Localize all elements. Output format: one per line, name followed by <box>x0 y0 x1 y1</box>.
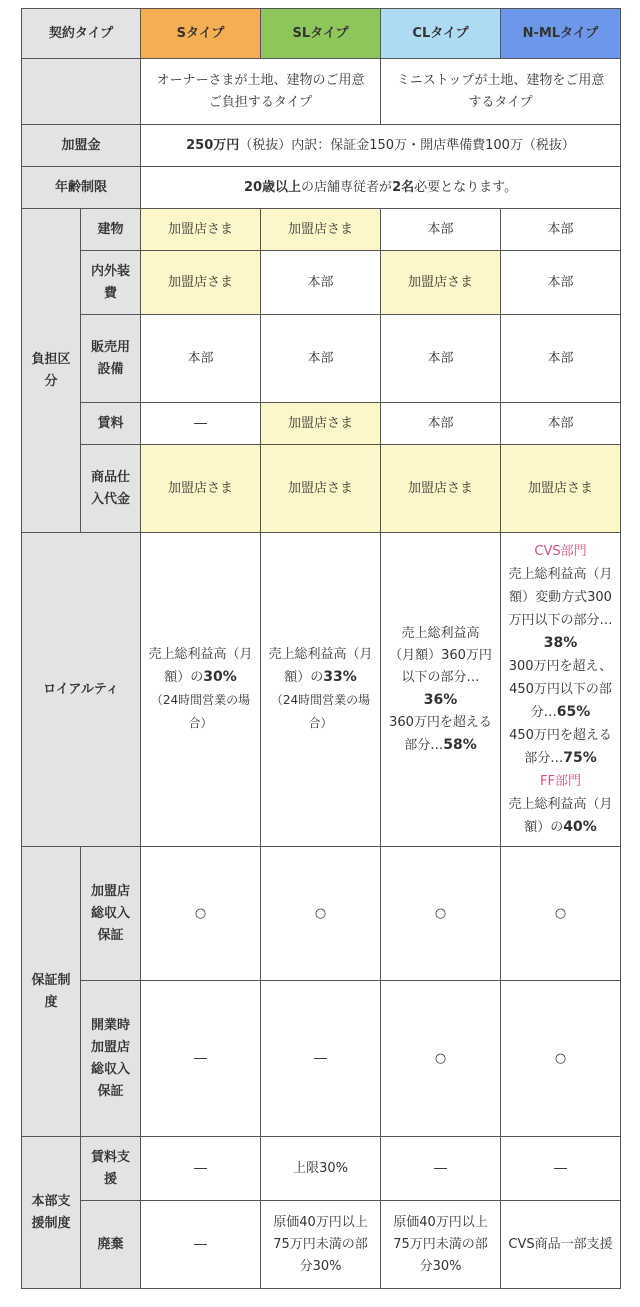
burden-cell: 本部 <box>381 403 501 445</box>
burden-cell: 本部 <box>501 209 621 251</box>
support-row-rent <box>22 1137 621 1201</box>
guarantee-cell: ○ <box>501 981 621 1137</box>
royalty-nml <box>501 533 621 847</box>
guarantee-cell: ○ <box>381 981 501 1137</box>
royalty-cl-rate-1: 36% <box>423 691 458 708</box>
burden-row-merchandise <box>22 445 621 533</box>
royalty-nml-text-d: 売上総利益高（月額）の <box>508 797 613 835</box>
royalty-nml-rate-2: 65% <box>556 704 591 720</box>
royalty-s-rate: 30% <box>203 669 237 685</box>
burden-cell: 本部 <box>381 315 501 403</box>
hq-type-description: ミニストップが土地、建物をご用意するタイプ <box>381 59 621 125</box>
royalty-cl-text-b: （月額）360万円以下の部分… <box>389 647 492 685</box>
burden-label: 負担区分 <box>22 209 81 533</box>
support-cell: 上限30% <box>261 1137 381 1201</box>
type-nml-header: N-MLタイプ <box>501 9 621 59</box>
burden-cell: 本部 <box>501 251 621 315</box>
royalty-s-text: 売上総利益高（月額）の <box>148 647 253 685</box>
burden-item-label: 商品仕入代金 <box>81 445 141 533</box>
age-min: 20歳以上 <box>243 179 302 195</box>
royalty-cvs-heading: CVS部門 <box>534 544 587 559</box>
royalty-nml-text-c: 450万円を超える部分… <box>509 728 612 766</box>
burden-cell: 加盟店さま <box>141 251 261 315</box>
burden-cell: 加盟店さま <box>261 209 381 251</box>
description-row <box>22 59 621 125</box>
guarantee-cell: ○ <box>501 847 621 981</box>
support-label: 本部支援制度 <box>22 1137 81 1289</box>
support-cell: CVS商品一部支援 <box>501 1201 621 1289</box>
age-text-1: の店舗専従者が <box>301 179 393 195</box>
royalty-cl <box>381 533 501 847</box>
type-s-header: Sタイプ <box>141 9 261 59</box>
guarantee-item-label: 加盟店総収入保証 <box>81 847 141 981</box>
contract-type-table <box>21 8 621 1289</box>
support-cell: 原価40万円以上75万円未満の部分30% <box>381 1201 501 1289</box>
royalty-label: ロイアルティ <box>22 533 141 847</box>
type-cl-header: CLタイプ <box>381 9 501 59</box>
royalty-nml-rate-1: 38% <box>543 635 578 651</box>
burden-cell: ― <box>141 403 261 445</box>
royalty-cl-text-c: 360万円を超える部分… <box>389 714 492 753</box>
royalty-ff-heading: FF部門 <box>540 774 581 789</box>
contract-type-label: 契約タイプ <box>22 9 141 59</box>
burden-row-equipment <box>22 315 621 403</box>
fee-detail: （税抜）内訳：保証金150万・開店準備費100万（税抜） <box>239 137 575 153</box>
royalty-sl-rate: 33% <box>323 669 357 685</box>
burden-cell: 加盟店さま <box>381 251 501 315</box>
support-cell: ― <box>381 1137 501 1201</box>
burden-cell: 本部 <box>261 315 381 403</box>
burden-item-label: 販売用設備 <box>81 315 141 403</box>
royalty-nml-rate-4: 40% <box>563 819 597 835</box>
royalty-sl <box>261 533 381 847</box>
support-cell: ― <box>141 1137 261 1201</box>
burden-row-building <box>22 209 621 251</box>
burden-cell: 加盟店さま <box>501 445 621 533</box>
royalty-s <box>141 533 261 847</box>
burden-cell: 加盟店さま <box>141 445 261 533</box>
fee-value <box>141 125 621 167</box>
burden-cell: 加盟店さま <box>261 445 381 533</box>
guarantee-row-income <box>22 847 621 981</box>
burden-row-interior <box>22 251 621 315</box>
burden-cell: 本部 <box>501 403 621 445</box>
age-count: 2名 <box>392 179 415 195</box>
guarantee-cell: ― <box>141 981 261 1137</box>
support-cell: ― <box>501 1137 621 1201</box>
royalty-s-note: （24時間営業の場合） <box>150 693 251 730</box>
guarantee-cell: ○ <box>261 847 381 981</box>
guarantee-item-label: 開業時加盟店総収入保証 <box>81 981 141 1137</box>
support-cell: 原価40万円以上75万円未満の部分30% <box>261 1201 381 1289</box>
burden-item-label: 建物 <box>81 209 141 251</box>
burden-cell: 加盟店さま <box>381 445 501 533</box>
burden-cell: 本部 <box>381 209 501 251</box>
royalty-cl-text-a: 売上総利益高 <box>401 625 480 641</box>
burden-cell: 加盟店さま <box>261 403 381 445</box>
burden-cell: 本部 <box>501 315 621 403</box>
guarantee-cell: ― <box>261 981 381 1137</box>
burden-item-label: 賃料 <box>81 403 141 445</box>
owner-type-description: オーナーさまが土地、建物のご用意ご負担するタイプ <box>141 59 381 125</box>
support-item-label: 廃棄 <box>81 1201 141 1289</box>
fee-row <box>22 125 621 167</box>
age-value <box>141 167 621 209</box>
fee-amount: 250万円 <box>186 137 240 153</box>
age-text-2: 必要となります。 <box>414 179 518 195</box>
support-cell: ― <box>141 1201 261 1289</box>
guarantee-cell: ○ <box>381 847 501 981</box>
royalty-cl-rate-2: 58% <box>443 736 477 753</box>
fee-label: 加盟金 <box>22 125 141 167</box>
royalty-nml-rate-3: 75% <box>563 750 597 766</box>
burden-cell: 本部 <box>141 315 261 403</box>
age-row <box>22 167 621 209</box>
header-row <box>22 9 621 59</box>
burden-item-label: 内外装費 <box>81 251 141 315</box>
burden-cell: 加盟店さま <box>141 209 261 251</box>
type-sl-header: SLタイプ <box>261 9 381 59</box>
guarantee-row-opening <box>22 981 621 1137</box>
guarantee-cell: ○ <box>141 847 261 981</box>
royalty-sl-note: （24時間営業の場合） <box>270 693 371 730</box>
royalty-nml-text-b: 300万円を超え、450万円以下の部分… <box>508 659 613 720</box>
burden-cell: 本部 <box>261 251 381 315</box>
description-label <box>22 59 141 125</box>
burden-row-rent <box>22 403 621 445</box>
guarantee-label: 保証制度 <box>22 847 81 1137</box>
support-row-waste <box>22 1201 621 1289</box>
royalty-row <box>22 533 621 847</box>
support-item-label: 賃料支援 <box>81 1137 141 1201</box>
royalty-nml-text-a: 売上総利益高（月額）変動方式300万円以下の部分… <box>508 567 613 628</box>
royalty-sl-text: 売上総利益高（月額）の <box>268 647 373 685</box>
age-label: 年齢制限 <box>22 167 141 209</box>
